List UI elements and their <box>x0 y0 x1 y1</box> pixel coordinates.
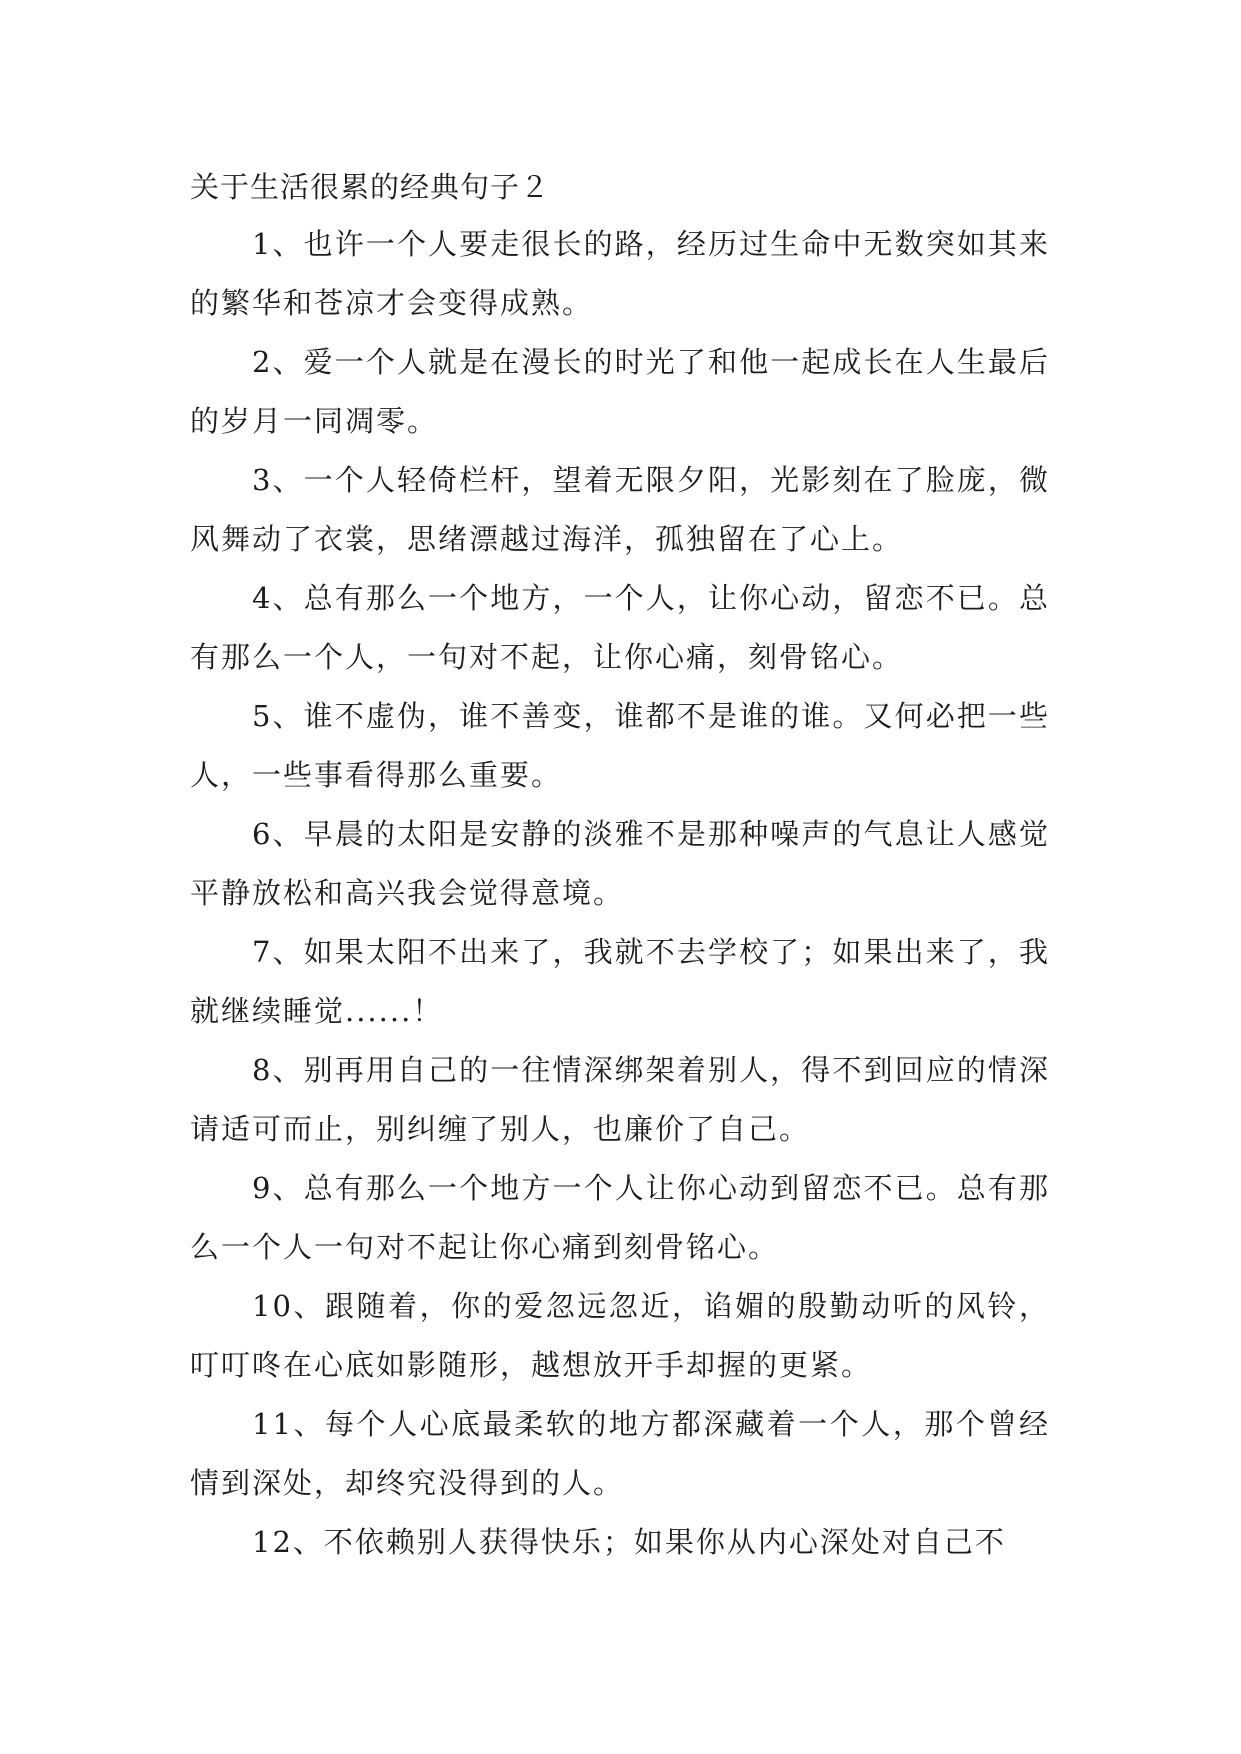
quote-paragraph-1: 1、也许一个人要走很长的路，经历过生命中无数突如其来的繁华和苍凉才会变得成熟。 <box>190 227 1050 320</box>
quote-paragraph-3: 3、一个人轻倚栏杆，望着无限夕阳，光影刻在了脸庞，微风舞动了衣裳，思绪漂越过海洋，孤独留在了心上。 <box>190 463 1050 556</box>
quote-paragraph-9: 9、总有那么一个地方一个人让你心动到留恋不已。总有那么一个人一句对不起让你心痛到刻骨铭心。 <box>190 1171 1050 1264</box>
quote-paragraph-12: 12、不依赖别人获得快乐；如果你从内心深处对自己不 <box>252 1525 1006 1559</box>
quote-paragraph-7: 7、如果太阳不出来了，我就不去学校了；如果出来了，我就继续睡觉......！ <box>190 935 1050 1028</box>
quote-paragraph-10: 10、跟随着，你的爱忽远忽近，谄媚的殷勤动听的风铃，叮叮咚在心底如影随形，越想放开手却握的更紧。 <box>190 1289 1050 1382</box>
document-title: 关于生活很累的经典句子２ <box>190 170 551 204</box>
quote-paragraph-2: 2、爱一个人就是在漫长的时光了和他一起成长在人生最后的岁月一同凋零。 <box>190 345 1050 438</box>
quote-paragraph-11: 11、每个人心底最柔软的地方都深藏着一个人，那个曾经情到深处，却终究没得到的人。 <box>190 1407 1050 1500</box>
document-body <box>190 160 1050 1572</box>
quote-paragraph-4: 4、总有那么一个地方，一个人，让你心动，留恋不已。总有那么一个人，一句对不起，让你心痛，刻骨铭心。 <box>190 581 1050 674</box>
quote-paragraph-5: 5、谁不虚伪，谁不善变，谁都不是谁的谁。又何必把一些人，一些事看得那么重要。 <box>190 699 1050 792</box>
quote-paragraph-8: 8、别再用自己的一往情深绑架着别人，得不到回应的情深请适可而止，别纠缠了别人，也廉价了自己。 <box>190 1053 1050 1146</box>
quote-paragraph-6: 6、早晨的太阳是安静的淡雅不是那种噪声的气息让人感觉平静放松和高兴我会觉得意境。 <box>190 817 1050 910</box>
